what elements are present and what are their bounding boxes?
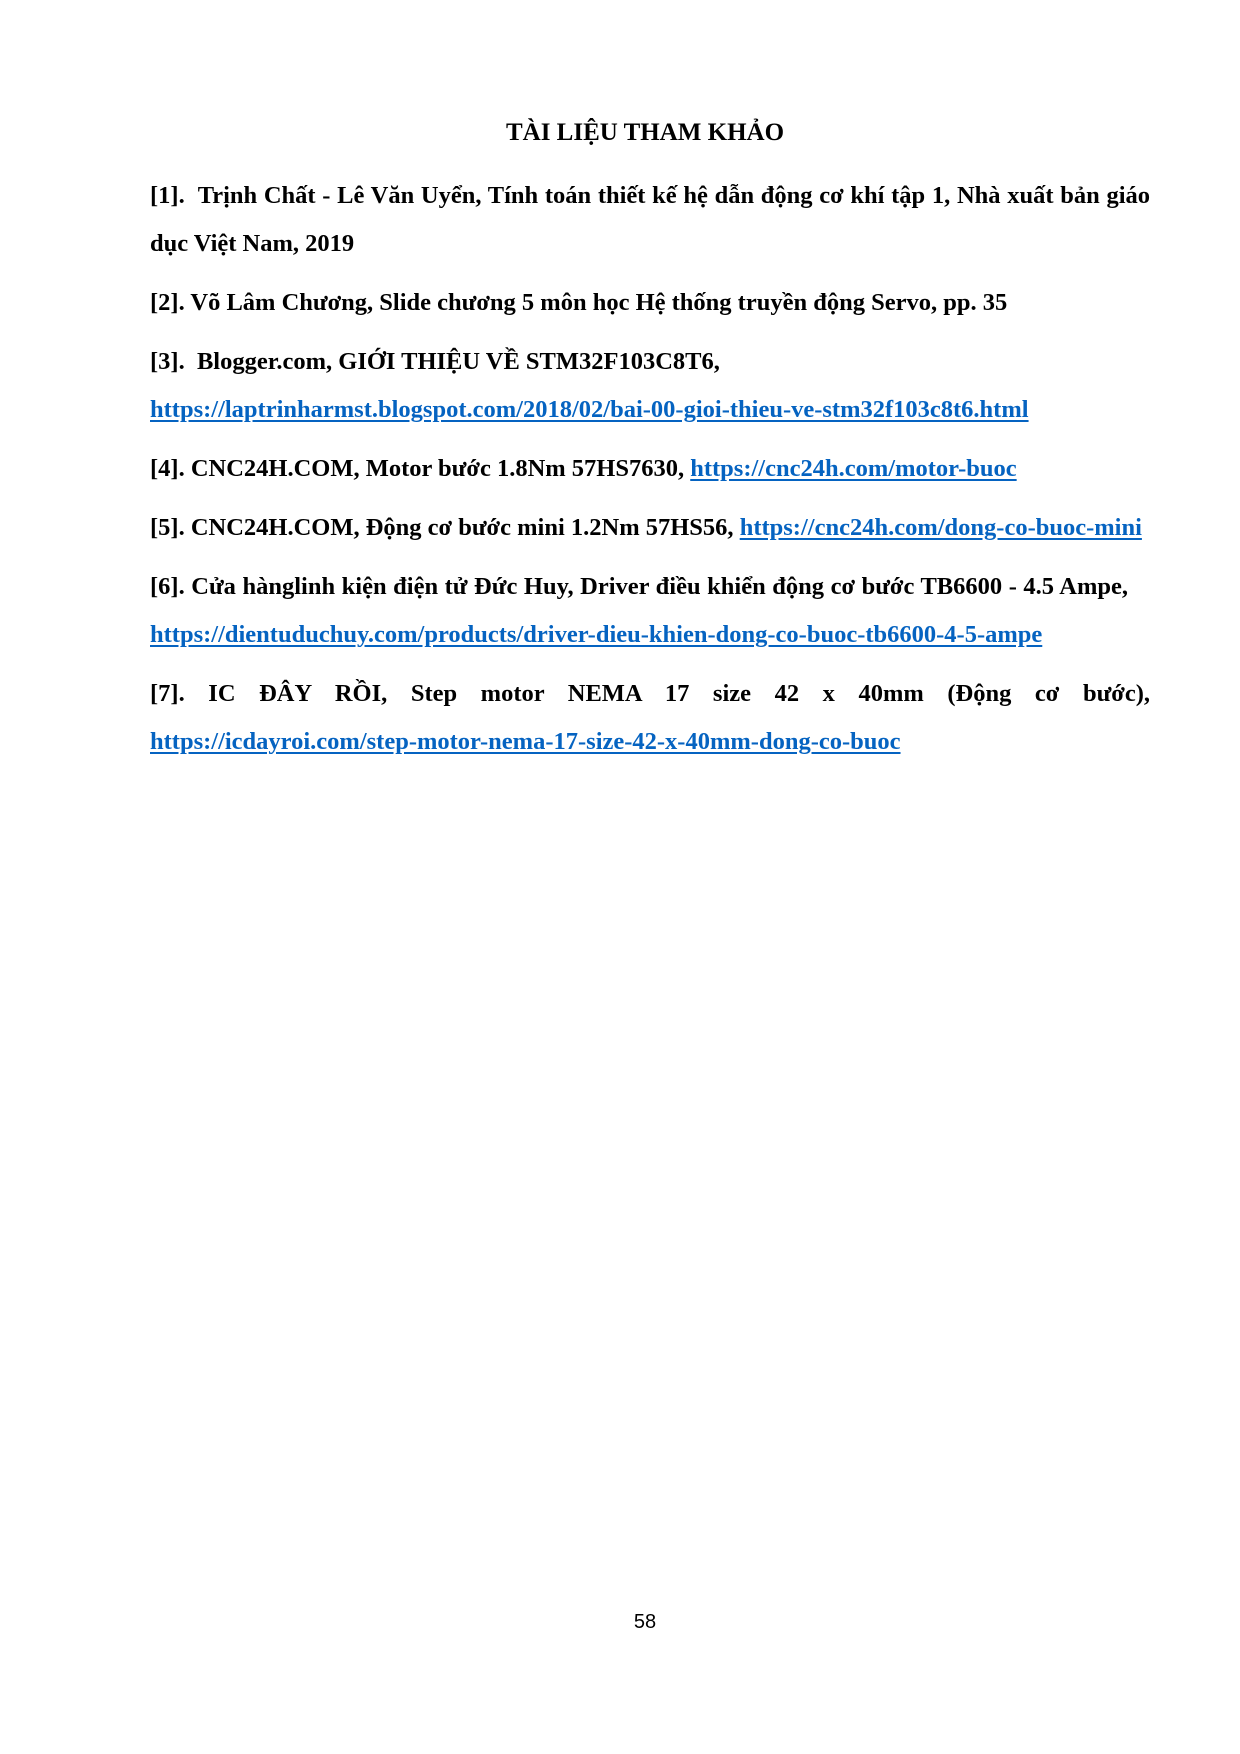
reference-item-4 <box>150 445 1150 493</box>
reference-text: IC ĐÂY RỒI, Step motor NEMA 17 size 42 x 40mm (Động cơ bước), <box>208 680 1150 707</box>
page-number: 58 <box>633 1611 657 1633</box>
reference-label: [5]. <box>150 514 185 541</box>
reference-first-line <box>150 670 1150 718</box>
reference-label: [1]. <box>150 182 185 209</box>
reference-label: [2]. <box>150 289 185 316</box>
reference-text: Cửa hànglinh kiện điện tử Đức Huy, Driver điều khiển động cơ bước TB6600 - 4.5 Ampe, <box>191 573 1128 600</box>
reference-text: Blogger.com, GIỚI THIỆU VỀ STM32F103C8T6, <box>196 348 720 375</box>
reference-item-2 <box>150 279 1150 327</box>
reference-label: [6]. <box>150 573 185 600</box>
page-title: TÀI LIỆU THAM KHẢO <box>505 119 785 146</box>
reference-item-1 <box>150 172 1150 268</box>
reference-text: Trịnh Chất - Lê Văn Uyển, Tính toán thiết kế hệ dẫn động cơ khí tập 1, Nhà xuất bản giáo dục Việt Nam, 2019 <box>150 182 1150 257</box>
reference-text: CNC24H.COM, Motor bước 1.8Nm 57HS7630, <box>190 455 685 482</box>
reference-link[interactable]: https://laptrinharmst.blogspot.com/2018/02/bai-00-gioi-thieu-ve-stm32f103c8t6.html <box>150 396 1029 423</box>
reference-label: [7]. <box>150 680 185 707</box>
reference-link[interactable]: https://dientuduchuy.com/products/driver-dieu-khien-dong-co-buoc-tb6600-4-5-ampe <box>150 621 1043 648</box>
reference-label: [4]. <box>150 455 185 482</box>
reference-text: Võ Lâm Chương, Slide chương 5 môn học Hệ thống truyền động Servo, pp. 35 <box>190 289 1008 316</box>
reference-item-5 <box>150 504 1150 552</box>
reference-list <box>150 172 1150 777</box>
reference-label: [3]. <box>150 348 185 375</box>
reference-link[interactable]: https://cnc24h.com/dong-co-buoc-mini <box>739 514 1142 541</box>
reference-link[interactable]: https://cnc24h.com/motor-buoc <box>690 455 1017 482</box>
reference-item-7 <box>150 670 1150 766</box>
reference-item-3 <box>150 338 1150 434</box>
reference-link[interactable]: https://icdayroi.com/step-motor-nema-17-size-42-x-40mm-dong-co-buoc <box>150 728 901 755</box>
reference-text: CNC24H.COM, Động cơ bước mini 1.2Nm 57HS56, <box>190 514 734 541</box>
reference-item-6 <box>150 563 1150 659</box>
